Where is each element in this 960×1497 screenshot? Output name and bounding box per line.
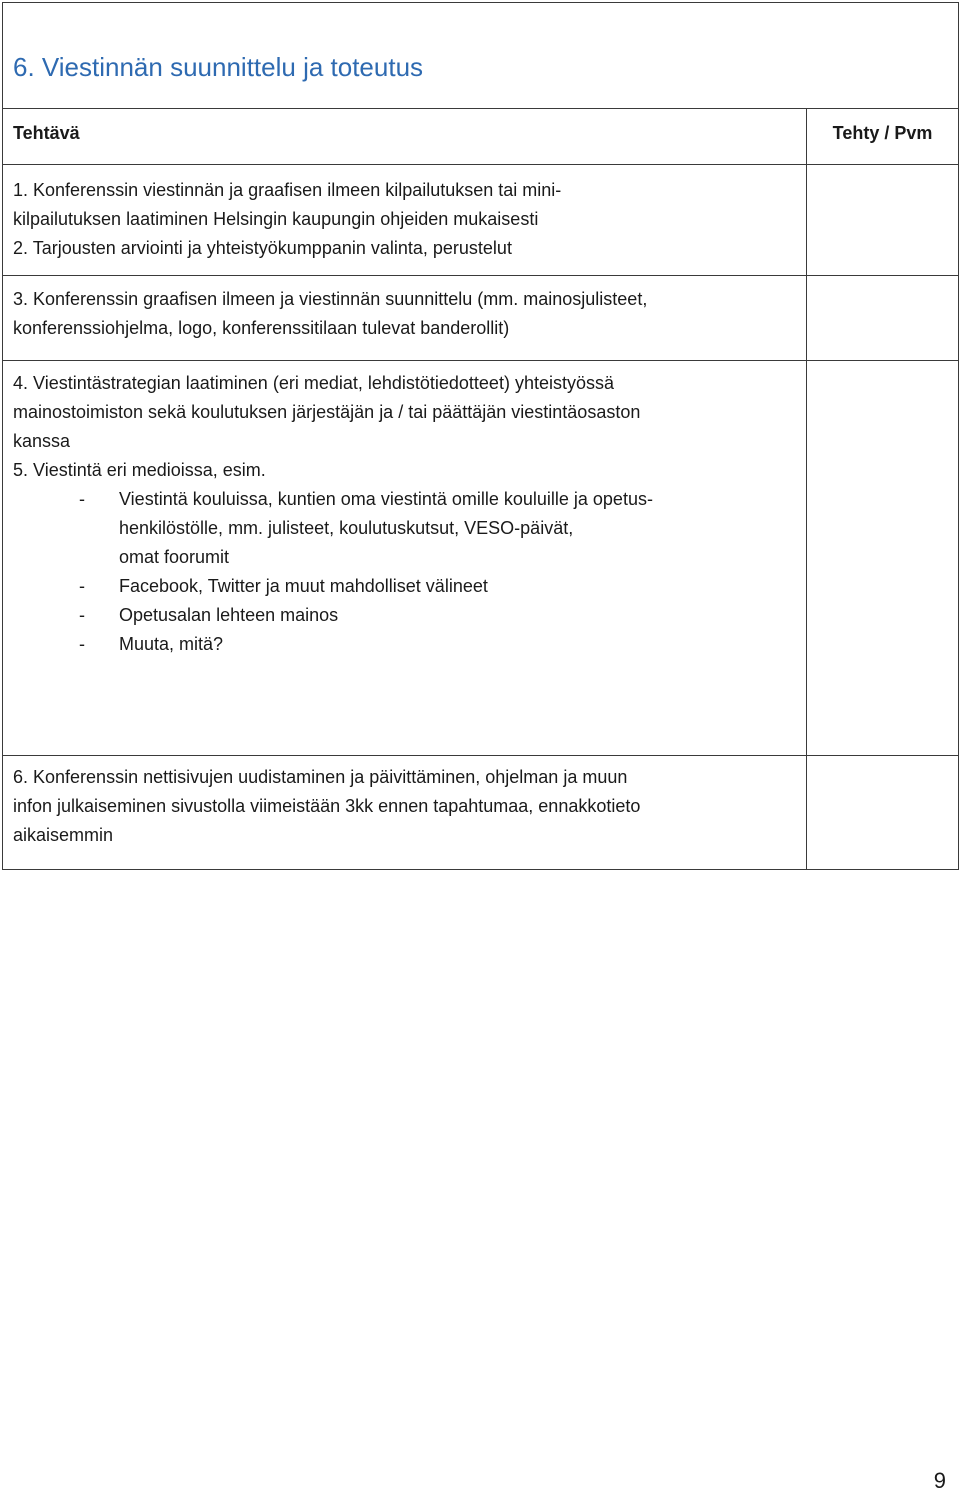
task-cell xyxy=(3,361,807,756)
task-line: infon julkaiseminen sivustolla viimeistään 3kk ennen tapahtumaa, ennakkotieto xyxy=(13,796,641,816)
done-cell xyxy=(807,756,959,870)
dash-bullet: - xyxy=(79,605,85,625)
title-row xyxy=(3,3,959,109)
header-task: Tehtävä xyxy=(3,109,807,165)
task-line: kanssa xyxy=(13,431,71,451)
task-line: kilpailutuksen laatiminen Helsingin kaupungin ohjeiden mukaisesti xyxy=(13,209,539,229)
list-item-line: Facebook, Twitter ja muut mahdolliset välineet xyxy=(119,576,488,596)
table-header-row xyxy=(3,109,959,165)
dash-bullet: - xyxy=(79,576,85,596)
section-title: 6. Viestinnän suunnittelu ja toteutus xyxy=(13,52,424,82)
task-cell xyxy=(3,165,807,276)
dash-bullet: - xyxy=(79,489,85,509)
table-row xyxy=(3,165,959,276)
table-row xyxy=(3,276,959,361)
list-item-line: omat foorumit xyxy=(119,547,230,567)
task-line: mainostoimiston sekä koulutuksen järjestäjän ja / tai päättäjän viestintäosaston xyxy=(13,402,641,422)
media-list xyxy=(13,485,796,659)
list-item xyxy=(79,630,796,659)
done-cell xyxy=(807,165,959,276)
task-line: 3. Konferenssin graafisen ilmeen ja viestinnän suunnittelu (mm. mainosjulisteet, xyxy=(13,289,648,309)
list-item xyxy=(79,601,796,630)
task-cell xyxy=(3,276,807,361)
task-line: aikaisemmin xyxy=(13,825,114,845)
task-cell xyxy=(3,756,807,870)
task-line: 1. Konferenssin viestinnän ja graafisen ilmeen kilpailutuksen tai mini- xyxy=(13,180,562,200)
table-row xyxy=(3,756,959,870)
title-cell xyxy=(3,3,959,109)
task-line: konferenssiohjelma, logo, konferenssitilaan tulevat banderollit) xyxy=(13,318,510,338)
task-line: 4. Viestintästrategian laatiminen (eri mediat, lehdistötiedotteet) yhteistyössä xyxy=(13,373,614,393)
task-line: 6. Konferenssin nettisivujen uudistaminen ja päivittäminen, ohjelman ja muun xyxy=(13,767,628,787)
list-item-line: Opetusalan lehteen mainos xyxy=(119,605,339,625)
list-item-line: henkilöstölle, mm. julisteet, koulutuskutsut, VESO-päivät, xyxy=(119,518,574,538)
list-item xyxy=(79,485,796,572)
done-cell xyxy=(807,276,959,361)
task-table xyxy=(2,2,959,870)
done-cell xyxy=(807,361,959,756)
dash-bullet: - xyxy=(79,634,85,654)
task-line: 2. Tarjousten arviointi ja yhteistyökumppanin valinta, perustelut xyxy=(13,238,512,258)
list-item xyxy=(79,572,796,601)
page-number: 9 xyxy=(933,1468,946,1493)
header-done: Tehty / Pvm xyxy=(807,109,959,165)
list-item-line: Muuta, mitä? xyxy=(119,634,224,654)
task-line: 5. Viestintä eri medioissa, esim. xyxy=(13,460,266,480)
table-row xyxy=(3,361,959,756)
list-item-line: Viestintä kouluissa, kuntien oma viestintä omille kouluille ja opetus- xyxy=(119,489,653,509)
